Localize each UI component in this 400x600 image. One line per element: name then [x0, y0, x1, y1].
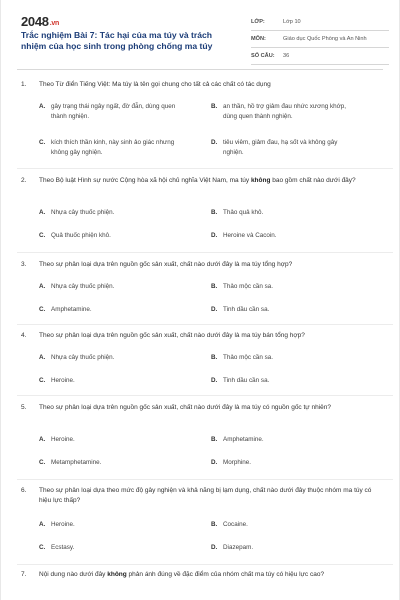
meta-table [251, 14, 389, 65]
option-letter: A. [39, 436, 46, 443]
question-text-part: phản ánh đúng về đặc điểm của nhóm chất ma túy có hiệu lực cao? [126, 571, 325, 578]
question-stem [21, 176, 389, 186]
question-text-part: Nội dung nào dưới đây [39, 571, 108, 578]
option-c[interactable] [39, 543, 181, 553]
option-text: Heroine. [51, 436, 75, 443]
option-text: Quả thuốc phiện khô. [51, 232, 111, 239]
option-letter: B. [211, 521, 218, 528]
brand-name: 2048 [21, 14, 49, 29]
option-b[interactable] [211, 435, 353, 445]
question-text: Theo sự phân loại dựa theo mức độ gây nghiện và khả năng bị lạm dụng, chất nào dưới đây thuộc nhóm ma túy có hiệu lực thấp? [39, 487, 372, 504]
question-2 [21, 176, 389, 239]
option-d[interactable] [211, 138, 353, 158]
question-text: Theo sự phân loại dựa trên nguồn gốc sản xuất, chất nào dưới đây là ma túy có nguồn gốc tự nhiên? [39, 404, 331, 411]
question-text: Theo Từ điển Tiếng Việt: Ma túy là tên gọi chung cho tất cả các chất có tác dụng [39, 81, 271, 88]
meta-value: 36 [283, 53, 290, 59]
question-3 [21, 260, 389, 313]
option-b[interactable] [211, 520, 353, 530]
option-letter: B. [211, 354, 218, 361]
option-letter: D. [211, 232, 218, 239]
question-stem [21, 570, 389, 580]
option-letter: A. [39, 209, 46, 216]
question-text: Theo sự phân loại dựa trên nguồn gốc sản xuất, chất nào dưới đây là ma túy tổng hợp? [39, 261, 293, 268]
question-stem [21, 486, 389, 506]
question-6 [21, 486, 389, 551]
meta-key: MÔN: [251, 36, 266, 42]
option-letter: C. [39, 139, 46, 146]
option-a[interactable] [39, 520, 181, 530]
option-a[interactable] [39, 435, 181, 445]
option-text: Tinh dầu cần sa. [223, 306, 270, 313]
option-text: Heroine và Cacoin. [223, 232, 277, 239]
question-stem [21, 331, 389, 341]
option-letter: C. [39, 544, 46, 551]
option-d[interactable] [211, 305, 353, 315]
meta-row-subject [251, 31, 389, 48]
question-stem [21, 80, 389, 90]
question-number: 2. [21, 177, 27, 184]
question-text-part: Theo Bộ luật Hình sự nước Cộng hòa xã hội chủ nghĩa Việt Nam, ma túy [39, 177, 251, 184]
option-letter: D. [211, 306, 218, 313]
option-text: Ecstasy. [51, 544, 75, 551]
option-letter: C. [39, 459, 46, 466]
question-separator [17, 252, 393, 253]
option-a[interactable] [39, 282, 181, 292]
option-text: Nhựa cây thuốc phiện. [51, 209, 115, 216]
question-emphasis: không [107, 571, 127, 578]
question-emphasis: không [250, 177, 271, 184]
brand-suffix: .vn [49, 20, 59, 27]
question-text-part: bao gồm chất nào dưới đây? [270, 177, 356, 184]
option-d[interactable] [211, 376, 353, 386]
option-c[interactable] [39, 305, 181, 315]
option-letter: B. [211, 283, 218, 290]
option-c[interactable] [39, 138, 181, 158]
option-text: Thảo quả khô. [223, 209, 264, 216]
question-text [39, 176, 379, 186]
question-separator [17, 479, 393, 480]
option-text: Morphine. [223, 459, 252, 466]
question-stem [21, 403, 389, 413]
question-number: 3. [21, 261, 27, 268]
option-b[interactable] [211, 353, 353, 363]
option-text: Amphetamine. [223, 436, 264, 443]
option-text: Metamphetamine. [51, 459, 102, 466]
option-text: Heroine. [51, 377, 75, 384]
question-stem [21, 260, 389, 270]
option-b[interactable] [211, 208, 353, 218]
option-a[interactable] [39, 353, 181, 363]
question-text: Theo sự phân loại dựa trên nguồn gốc sản xuất, chất nào dưới đây là ma túy bán tổng hợp? [39, 332, 305, 339]
option-d[interactable] [211, 543, 353, 553]
option-c[interactable] [39, 376, 181, 386]
option-text: gây trạng thái ngây ngất, đờ đẫn, dùng quen thành nghiện. [51, 103, 176, 120]
option-letter: B. [211, 103, 218, 110]
option-a[interactable] [39, 208, 181, 218]
question-separator [17, 395, 393, 396]
option-letter: A. [39, 354, 46, 361]
option-letter: A. [39, 283, 46, 290]
question-number: 4. [21, 332, 27, 339]
option-c[interactable] [39, 458, 181, 468]
option-text: Nhựa cây thuốc phiện. [51, 283, 115, 290]
meta-key: SỐ CÂU: [251, 53, 275, 59]
option-letter: A. [39, 103, 46, 110]
question-1 [21, 80, 389, 156]
question-text [39, 570, 379, 580]
page-title: Trắc nghiệm Bài 7: Tác hại của ma túy và trách nhiệm của học sinh trong phòng chống ma túy [21, 30, 213, 51]
option-letter: A. [39, 521, 46, 528]
option-text: Thảo mộc cần sa. [223, 354, 274, 361]
question-5 [21, 403, 389, 466]
brand-logo[interactable] [21, 14, 59, 29]
meta-row-class [251, 14, 389, 31]
document-header [1, 0, 400, 66]
option-d[interactable] [211, 458, 353, 468]
option-text: Amphetamine. [51, 306, 92, 313]
question-separator [17, 324, 393, 325]
option-d[interactable] [211, 231, 353, 241]
option-b[interactable] [211, 102, 353, 122]
question-number: 6. [21, 487, 27, 494]
option-letter: C. [39, 377, 46, 384]
option-letter: D. [211, 459, 218, 466]
option-letter: C. [39, 306, 46, 313]
question-number: 5. [21, 404, 27, 411]
option-text: tiêu viêm, giảm đau, hạ sốt và không gây nghiện. [223, 139, 338, 156]
option-c[interactable] [39, 231, 181, 241]
option-letter: B. [211, 436, 218, 443]
option-letter: D. [211, 377, 218, 384]
option-text: Tinh dầu cần sa. [223, 377, 270, 384]
question-separator [17, 168, 393, 169]
meta-row-count [251, 48, 389, 65]
option-text: Heroine. [51, 521, 75, 528]
question-number: 7. [21, 571, 27, 578]
option-a[interactable] [39, 102, 181, 122]
option-text: Cocaine. [223, 521, 248, 528]
option-letter: D. [211, 544, 218, 551]
meta-key: LỚP: [251, 19, 265, 25]
meta-value: Lớp 10 [283, 19, 301, 25]
option-text: kích thích thần kinh, này sinh ảo giác nhưng không gây nghiện. [51, 139, 175, 156]
meta-value: Giáo dục Quốc Phòng và An Ninh [283, 36, 367, 42]
option-text: Nhựa cây thuốc phiện. [51, 354, 115, 361]
option-text: Thảo mộc cần sa. [223, 283, 274, 290]
option-text: Diazepam. [223, 544, 254, 551]
option-letter: C. [39, 232, 46, 239]
question-7 [21, 570, 389, 580]
option-letter: D. [211, 139, 218, 146]
question-separator [17, 564, 393, 565]
option-letter: B. [211, 209, 218, 216]
question-number: 1. [21, 81, 27, 88]
option-text: an thần, hồ trợ giảm đau nhức xương khớp, dùng quen thành nghiện. [223, 103, 347, 120]
option-b[interactable] [211, 282, 353, 292]
header-divider [17, 69, 383, 70]
question-4 [21, 331, 389, 384]
